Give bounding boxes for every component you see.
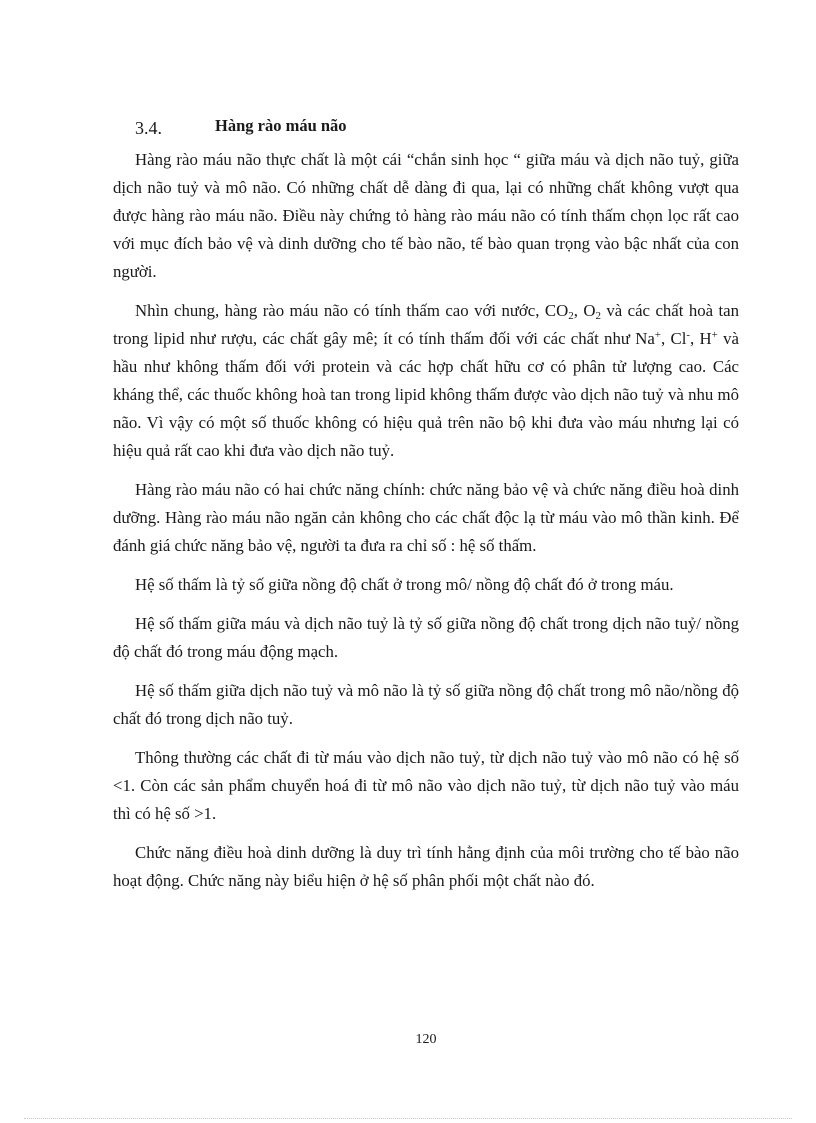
text-run: Nhìn chung, hàng rào máu não có tính thấm cao với nước, CO (135, 301, 569, 320)
na-superscript: + (654, 329, 662, 341)
cl-superscript: - (686, 329, 691, 341)
page-number: 120 (415, 1032, 437, 1047)
paragraph-permeability (113, 297, 739, 465)
o2-subscript: 2 (595, 310, 601, 322)
paragraph-blood-csf-coefficient: Hệ số thấm giữa máu và dịch não tuỷ là tỷ số giữa nồng độ chất trong dịch não tuỷ/ nồng độ chất đó trong máu động mạch. (113, 614, 739, 661)
section-heading (135, 116, 735, 140)
h-superscript: + (711, 329, 718, 341)
text-run: , O (573, 301, 596, 320)
text-run: , Cl (661, 329, 687, 348)
paragraph-functions: Hàng rào máu não có hai chức năng chính: chức năng bảo vệ và chức năng điều hoà dinh dưỡng. Hàng rào máu não ngăn cản không cho các chất độc lạ từ máu vào mô thần kinh. Để đánh giá chức năng bảo vệ, người ta đưa ra chỉ số : hệ số thấm. (113, 480, 739, 555)
paragraph-coefficient-definition: Hệ số thấm là tỷ số giữa nồng độ chất ở trong mô/ nồng độ chất đó ở trong máu. (135, 575, 674, 594)
paragraph-csf-tissue-coefficient: Hệ số thấm giữa dịch não tuỷ và mô não là tỷ số giữa nồng độ chất trong mô não/nồng độ chất đó trong dịch não tuỷ. (113, 681, 739, 728)
section-number: 3.4. (135, 118, 162, 138)
paragraph-coefficient-values: Thông thường các chất đi từ máu vào dịch não tuỷ, từ dịch não tuỷ vào mô não có hệ số <1. Còn các sản phẩm chuyển hoá đi từ mô não vào dịch não tuỷ, từ dịch não tuỷ vào máu thì có hệ số >1. (113, 748, 739, 823)
text-run: và các chất hoà tan trong lipid như rượu, các chất gây mê; ít có tính thấm đối với các chất như Na (113, 301, 739, 348)
text-run: và hầu như không thấm đối với protein và các hợp chất hữu cơ có phân tử lượng cao. Các kháng thể, các thuốc không hoà tan trong lipid không thấm được vào dịch não tuỷ và nhu mô não. Vì vậy có một số thuốc không có hiệu quả trên não bộ khi đưa vào máu nhưng lại có hiệu quả rất cao khi đưa vào dịch não tuỷ. (113, 329, 739, 460)
co2-subscript: 2 (568, 310, 574, 322)
paragraph-definition: Hàng rào máu não thực chất là một cái “chắn sinh học “ giữa máu và dịch não tuỷ, giữa dịch não tuỷ và mô não. Có những chất dễ dàng đi qua, lại có những chất không vượt qua được hàng rào máu não. Điều này chứng tỏ hàng rào máu não có tính thấm chọn lọc rất cao với mục đích bảo vệ và dinh dưỡng cho tế bào não, tế bào quan trọng vào bậc nhất của con người. (113, 150, 739, 281)
paragraph-nutrition-regulation: Chức năng điều hoà dinh dưỡng là duy trì tính hằng định của môi trường cho tế bào não hoạt động. Chức năng này biểu hiện ở hệ số phân phối một chất nào đó. (113, 843, 739, 890)
section-body (113, 146, 739, 906)
page-bottom-divider (24, 1118, 792, 1119)
section-title: Hàng rào máu não (215, 116, 347, 135)
text-run: , H (690, 329, 712, 348)
